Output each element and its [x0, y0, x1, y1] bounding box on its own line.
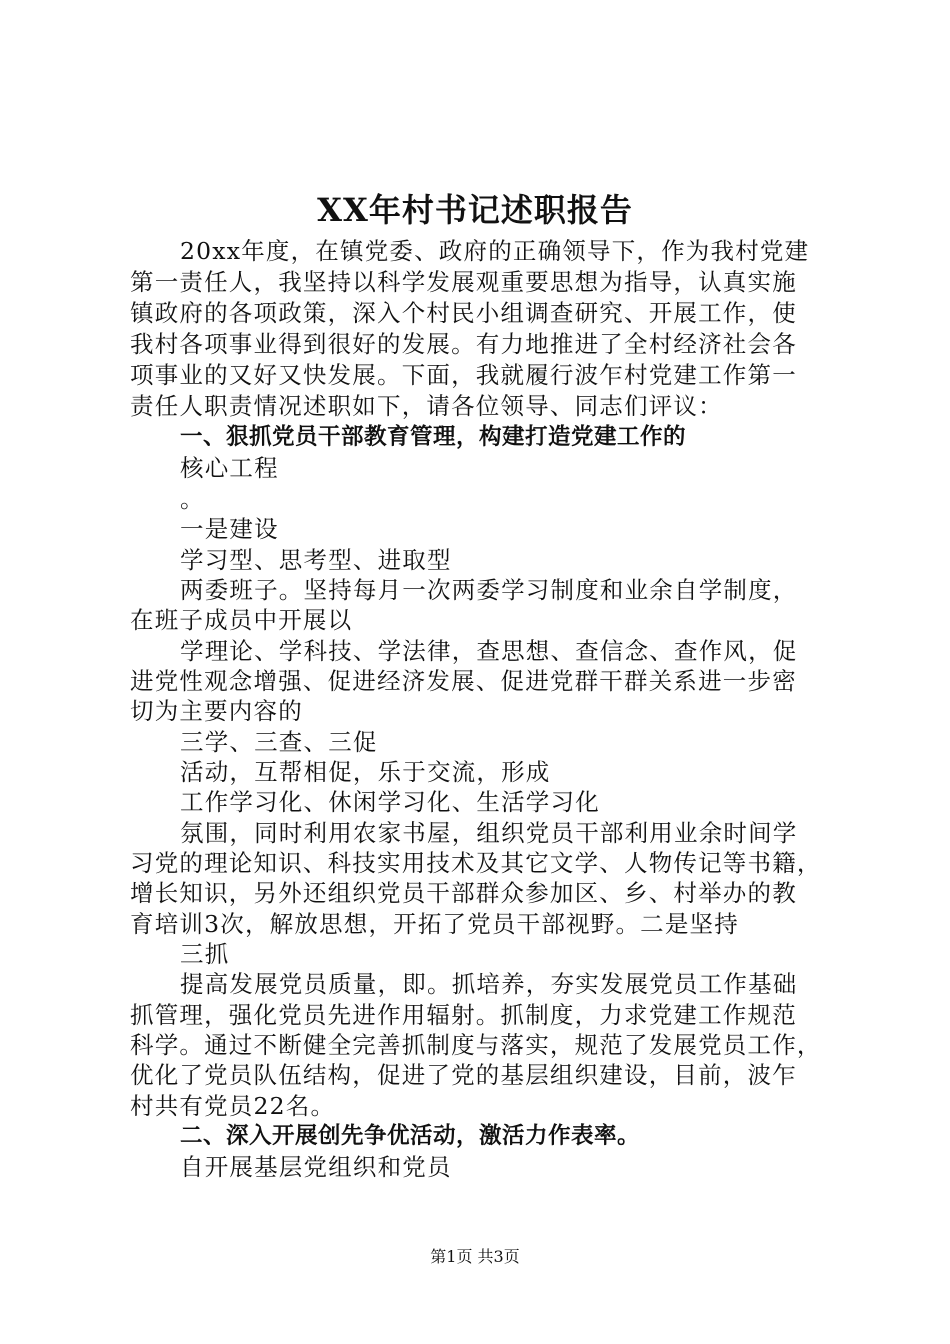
- paragraph-line: 两委班子。坚持每月一次两委学习制度和业余自学制度，: [180, 576, 798, 604]
- page-number-footer: 第1页 共3页: [430, 1247, 520, 1266]
- paragraph-line: 一是建设: [180, 515, 279, 543]
- paragraph-line: 核心工程: [180, 454, 279, 482]
- paragraph-line: 我村各项事业得到很好的发展。有力地推进了全村经济社会各: [130, 330, 797, 358]
- section-heading-1: 一、狠抓党员干部教育管理，构建打造党建工作的: [180, 424, 687, 450]
- paragraph-line: 自开展基层党组织和党员: [180, 1153, 452, 1181]
- document-title: XX年村书记述职报告: [317, 191, 633, 229]
- paragraph-line: 工作学习化、休闲学习化、生活学习化: [180, 788, 600, 816]
- paragraph-line: 习党的理论知识、科技实用技术及其它文学、人物传记等书籍，: [130, 849, 822, 877]
- paragraph-line: 抓管理，强化党员先进作用辐射。抓制度，力求党建工作规范: [130, 1001, 797, 1029]
- paragraph-line: 优化了党员队伍结构，促进了党的基层组织建设，目前，波乍: [130, 1061, 797, 1089]
- paragraph-line: 20xx年度，在镇党委、政府的正确领导下，作为我村党建: [180, 237, 810, 265]
- paragraph-line: 三抓: [180, 940, 230, 968]
- paragraph-line: 活动，互帮相促，乐于交流，形成: [180, 758, 551, 786]
- section-heading-2: 二、深入开展创先争优活动，激活力作表率。: [180, 1123, 641, 1149]
- paragraph-line: 切为主要内容的: [130, 697, 303, 725]
- paragraph-line: 村共有党员22名。: [130, 1092, 336, 1120]
- paragraph-line: 。: [180, 485, 205, 513]
- paragraph-line: 第一责任人，我坚持以科学发展观重要思想为指导，认真实施: [130, 268, 797, 296]
- paragraph-line: 责任人职责情况述职如下，请各位领导、同志们评议：: [130, 392, 723, 420]
- paragraph-line: 学理论、学科技、学法律，查思想、查信念、查作风，促: [180, 637, 798, 665]
- paragraph-line: 提高发展党员质量，即。抓培养，夯实发展党员工作基础: [180, 970, 798, 998]
- paragraph-line: 在班子成员中开展以: [130, 606, 353, 634]
- paragraph-line: 学习型、思考型、进取型: [180, 546, 452, 574]
- paragraph-line: 氛围，同时利用农家书屋，组织党员干部利用业余时间学: [180, 819, 798, 847]
- paragraph-line: 育培训3次，解放思想，开拓了党员干部视野。二是坚持: [130, 910, 739, 938]
- paragraph-line: 镇政府的各项政策，深入个村民小组调查研究、开展工作，使: [130, 299, 797, 327]
- paragraph-line: 增长知识，另外还组织党员干部群众参加区、乡、村举办的教: [130, 879, 797, 907]
- paragraph-line: 进党性观念增强、促进经济发展、促进党群干群关系进一步密: [130, 667, 797, 695]
- paragraph-line: 三学、三查、三促: [180, 728, 378, 756]
- paragraph-line: 项事业的又好又快发展。下面，我就履行波乍村党建工作第一: [130, 361, 797, 389]
- paragraph-line: 科学。通过不断健全完善抓制度与落实，规范了发展党员工作，: [130, 1031, 822, 1059]
